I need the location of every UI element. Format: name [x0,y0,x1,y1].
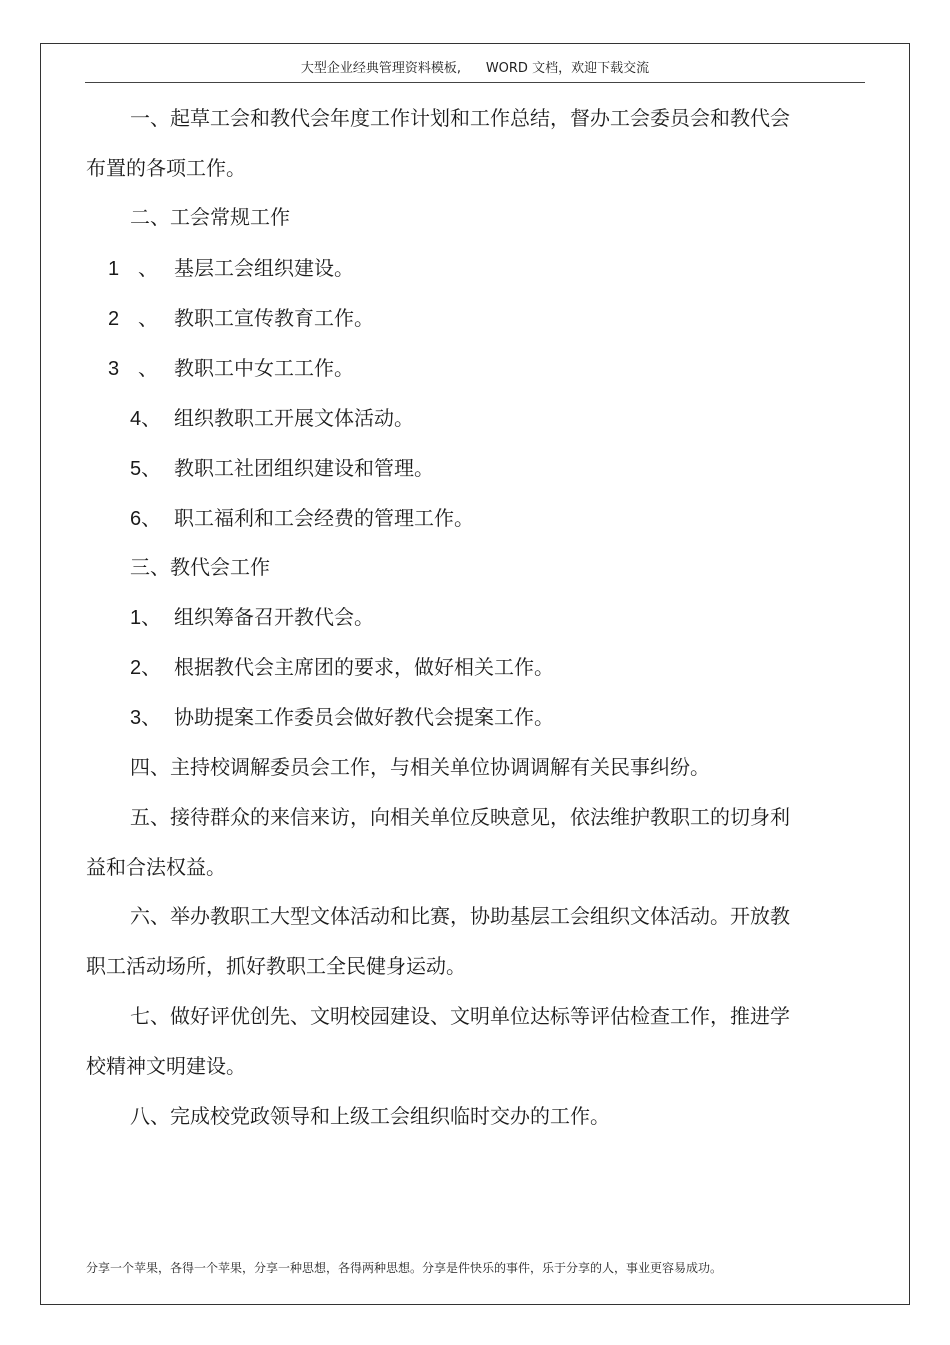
list-item [130,703,554,732]
section-1-line-1: 一、起草工会和教代会年度工作计划和工作总结，督办工会委员会和教代会 [130,106,790,130]
list-item [108,254,354,283]
section-5-line-2: 益和合法权益。 [86,855,226,879]
section-5-line-1: 五、接待群众的来信来访，向相关单位反映意见，依法维护教职工的切身利 [130,805,790,829]
list-item-number: 1 [108,258,120,280]
list-item [130,653,554,682]
list-item-text: 根据教代会主席团的要求，做好相关工作。 [174,655,554,679]
section-6-line-1: 六、举办教职工大型文体活动和比赛，协助基层工会组织文体活动。开放教 [130,904,790,928]
section-2-title: 二、工会常规工作 [130,205,290,229]
list-item [130,504,474,533]
list-item-number: 6、 [130,508,162,530]
list-item [108,354,354,383]
list-item [108,304,374,333]
list-item-number: 2、 [130,657,162,679]
list-item-text: 教职工中女工工作。 [174,356,354,380]
list-item-number: 3 [108,358,120,380]
list-item-text: 职工福利和工会经费的管理工作。 [174,506,474,530]
section-8: 八、完成校党政领导和上级工会组织临时交办的工作。 [130,1104,610,1128]
section-4: 四、主持校调解委员会工作，与相关单位协调调解有关民事纠纷。 [130,755,710,779]
list-item [130,603,374,632]
header-divider [85,82,865,83]
list-item-number: 3、 [130,707,162,729]
list-item-number: 4、 [130,408,162,430]
list-item-text: 教职工社团组织建设和管理。 [174,456,434,480]
section-7-line-1: 七、做好评优创先、文明校园建设、文明单位达标等评估检查工作，推进学 [130,1004,790,1028]
page-footer: 分享一个苹果，各得一个苹果，分享一种思想，各得两种思想。分享是件快乐的事件，乐于分享的人，事业更容易成功。 [86,1261,723,1275]
section-7-line-2: 校精神文明建设。 [86,1054,246,1078]
list-item-text: 教职工宣传教育工作。 [174,306,374,330]
section-6-line-2: 职工活动场所，抓好教职工全民健身运动。 [86,954,466,978]
list-item-text: 协助提案工作委员会做好教代会提案工作。 [174,705,554,729]
list-item-separator: 、 [138,356,158,380]
section-3-title: 三、教代会工作 [130,555,270,579]
list-item-text: 组织教职工开展文体活动。 [174,406,414,430]
list-item-number: 1、 [130,607,162,629]
list-item-text: 组织筹备召开教代会。 [174,605,374,629]
list-item-text: 基层工会组织建设。 [174,256,354,280]
list-item-number: 2 [108,308,120,330]
list-item [130,454,434,483]
list-item-separator: 、 [138,256,158,280]
list-item-number: 5、 [130,458,162,480]
page-header: 大型企业经典管理资料模板, WORD 文档，欢迎下载交流 [300,61,650,76]
list-item-separator: 、 [138,306,158,330]
section-1-line-2: 布置的各项工作。 [86,156,246,180]
list-item [130,404,414,433]
